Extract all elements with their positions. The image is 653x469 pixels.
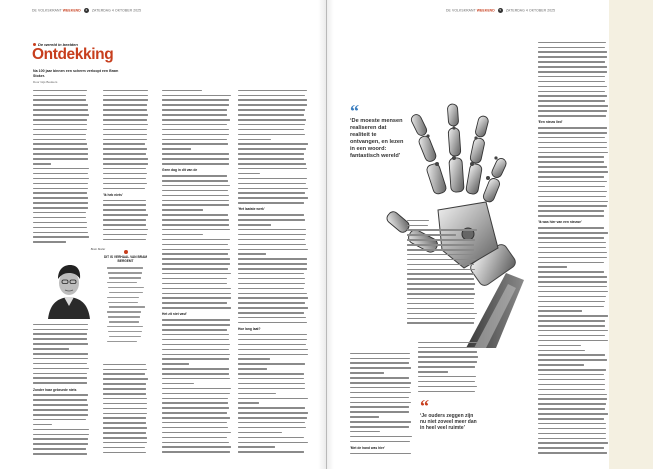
article-subhead: 'Een nieuw lied' xyxy=(538,120,563,125)
text-line xyxy=(418,389,478,394)
text-line xyxy=(538,113,608,118)
text-line xyxy=(238,450,308,455)
photo-caption: Bram Stoker xyxy=(90,248,106,251)
inset-title: DIT IS VERHAAL VAN BRAM BERGEMT xyxy=(103,255,148,263)
text-column-5 xyxy=(407,218,477,328)
text-line xyxy=(238,320,308,325)
article-subhead: 'Het laatste werk' xyxy=(238,207,265,212)
page-number: 4 xyxy=(85,8,88,12)
pull-quote-text: ‘De moeste mensen realiseren dat realiteit te ontvangen, en lezen in een woord: fantastisch wereld’ xyxy=(350,118,404,159)
article-subhead: 'Ik heb niets' xyxy=(103,192,123,197)
text-line xyxy=(33,240,89,245)
header-date: ZATERDAG 4 OKTOBER 2025 xyxy=(505,8,556,13)
text-column-6 xyxy=(418,340,478,395)
header-publication: DE VOLKSKRANT xyxy=(446,8,476,13)
text-line xyxy=(103,450,148,455)
text-line xyxy=(33,451,89,456)
text-column-7 xyxy=(538,40,608,458)
running-header-right xyxy=(446,8,555,13)
text-line xyxy=(103,339,148,344)
kicker-text: De wereld in beelden xyxy=(38,42,78,47)
text-line xyxy=(103,186,148,191)
quote-mark-icon: “ xyxy=(350,101,359,121)
text-column-2-lower xyxy=(103,362,148,457)
header-date: ZATERDAG 4 OKTOBER 2025 xyxy=(91,8,142,13)
text-line xyxy=(103,237,148,242)
text-column-3 xyxy=(162,88,231,458)
text-line xyxy=(162,306,231,311)
text-line xyxy=(350,439,412,444)
pull-quote-2 xyxy=(420,396,478,432)
text-line xyxy=(407,321,477,326)
page-margin-tint xyxy=(609,0,653,469)
quote-mark-icon: “ xyxy=(420,396,429,416)
running-header-left xyxy=(32,8,141,13)
pull-quote-text: ‘Je ouders zeggen zijn nu niet zoveel meer dan in heel veel ruimte’ xyxy=(420,413,477,432)
text-line xyxy=(162,161,231,166)
article-subhead: 'Met de hand was hier' xyxy=(350,445,385,450)
text-line xyxy=(538,451,608,456)
article-subhead: Zonder haar gebeurde niets xyxy=(33,387,77,392)
article-byline: Door Gijs Beukers xyxy=(33,80,58,84)
article-subhead: Het zit niet vast' xyxy=(162,312,187,317)
text-column-5-lower xyxy=(350,351,412,459)
text-line xyxy=(350,451,412,456)
article-subhead: 'Ik was hier van een nieuwe' xyxy=(538,220,582,225)
text-line xyxy=(238,200,308,205)
article-subhead: Hoe lang laat? xyxy=(238,327,261,332)
header-section: WEEKEND xyxy=(476,8,495,13)
inset-body xyxy=(103,266,148,344)
text-column-1-lower xyxy=(33,322,89,457)
header-publication: DE VOLKSKRANT xyxy=(32,8,62,13)
inset-box xyxy=(103,250,148,360)
article-subhead: Geen dag in dit van de xyxy=(162,168,198,173)
text-line xyxy=(538,213,608,218)
text-line xyxy=(162,450,231,455)
article-intro: Na 100 jaar binnen een scherm verloopt een Bram Stoker. xyxy=(33,69,119,78)
text-column-2 xyxy=(103,88,148,246)
page-fold xyxy=(326,0,327,469)
inset-bullet-icon xyxy=(124,250,128,254)
author-portrait xyxy=(40,251,98,319)
text-line xyxy=(33,381,89,386)
header-section: WEEKEND xyxy=(62,8,81,13)
article-headline: Ontdekking xyxy=(32,46,114,63)
text-column-1 xyxy=(33,88,89,248)
page-number: 5 xyxy=(499,8,502,12)
text-column-4 xyxy=(238,88,308,458)
